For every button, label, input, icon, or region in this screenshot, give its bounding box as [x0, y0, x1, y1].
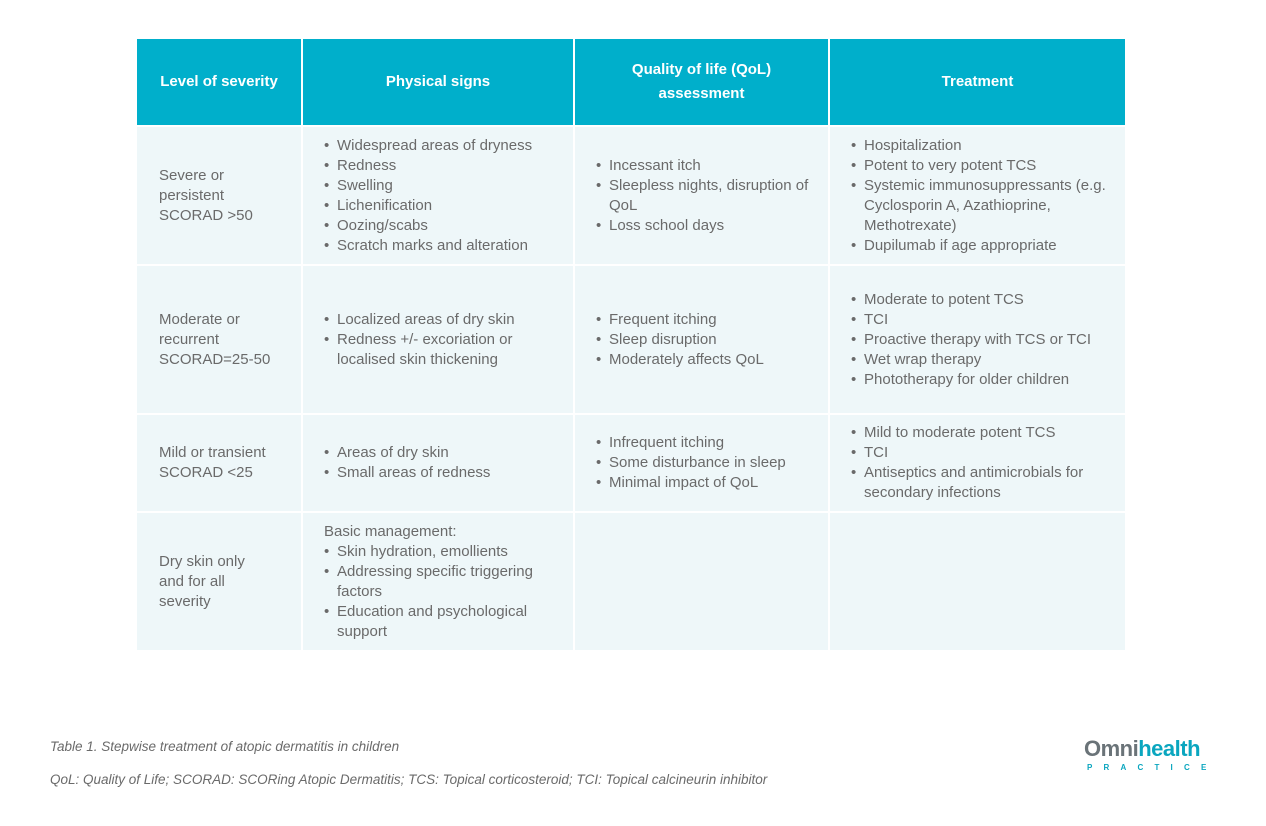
header-qol: Quality of life (QoL) assessment: [575, 39, 828, 125]
physical-cell: [303, 266, 573, 413]
logo-omni: Omni: [1084, 736, 1139, 761]
severity-cell: [137, 127, 301, 264]
severity-line: persistent: [159, 186, 225, 204]
severity-line: Severe or: [159, 166, 225, 184]
table-row: [137, 415, 1125, 511]
list-item: • Small areas of redness: [324, 463, 555, 483]
list-item: • Mild to moderate potent TCS: [851, 423, 1115, 443]
qol-cell: [575, 513, 828, 650]
list-item: • TCI: [851, 310, 1115, 330]
list-item: • Oozing/scabs: [324, 216, 555, 236]
treatment-cell: [830, 513, 1125, 650]
header-treatment: Treatment: [830, 39, 1125, 125]
list-item: • Moderate to potent TCS: [851, 290, 1115, 310]
severity-cell: [137, 513, 301, 650]
table-row: [137, 266, 1125, 413]
list-item: • Antiseptics and antimicrobials for secondary infections: [851, 463, 1115, 503]
severity-cell: [137, 266, 301, 413]
severity-line: SCORAD >50: [159, 206, 253, 224]
list-item: • Widespread areas of dryness: [324, 136, 555, 156]
physical-cell: [303, 415, 573, 511]
severity-line: Mild or transient: [159, 444, 266, 461]
list-item: • Addressing specific triggering factors: [324, 562, 555, 602]
qol-cell: [575, 127, 828, 264]
physical-cell: [303, 127, 573, 264]
severity-line: Dry skin only: [159, 552, 245, 570]
logo-practice: PRACTICE: [1087, 763, 1218, 772]
list-item: • Loss school days: [596, 216, 818, 236]
list-item: • Wet wrap therapy: [851, 350, 1115, 370]
list-item: • Sleepless nights, disruption of QoL: [596, 176, 818, 216]
list-item: • Minimal impact of QoL: [596, 473, 818, 493]
table-row: [137, 513, 1125, 650]
list-item: • Scratch marks and alteration: [324, 236, 555, 256]
list-item: • Areas of dry skin: [324, 443, 555, 463]
severity-line: Moderate or: [159, 310, 240, 328]
physical-intro: Basic management:: [324, 522, 457, 540]
list-item: • Some disturbance in sleep: [596, 453, 818, 473]
list-item: • Incessant itch: [596, 156, 818, 176]
severity-line: and for all: [159, 572, 225, 590]
table-row: [137, 127, 1125, 264]
list-item: • Redness +/- excoriation or localised skin thickening: [324, 330, 555, 370]
severity-line: SCORAD=25-50: [159, 350, 271, 368]
physical-cell: [303, 513, 573, 650]
list-item: • Swelling: [324, 176, 555, 196]
list-item: • Hospitalization: [851, 136, 1115, 156]
severity-line: severity: [159, 592, 211, 610]
treatment-cell: [830, 266, 1125, 413]
list-item: • Redness: [324, 156, 555, 176]
list-item: • TCI: [851, 443, 1115, 463]
list-item: • Education and psychological support: [324, 602, 555, 642]
list-item: • Dupilumab if age appropriate: [851, 236, 1115, 256]
header-severity: Level of severity: [137, 39, 301, 125]
footnote: QoL: Quality of Life; SCORAD: SCORing Atopic Dermatitis; TCS: Topical corticosteroid; TCI: Topical calcineurin inhibitor: [50, 772, 768, 787]
treatment-cell: [830, 415, 1125, 511]
list-item: • Moderately affects QoL: [596, 350, 818, 370]
list-item: • Infrequent itching: [596, 433, 818, 453]
header-physical-signs: Physical signs: [303, 39, 573, 125]
list-item: • Systemic immunosuppressants (e.g. Cyclosporin A, Azathioprine, Methotrexate): [851, 176, 1115, 236]
list-item: • Lichenification: [324, 196, 555, 216]
logo-health: health: [1138, 736, 1201, 761]
qol-cell: [575, 415, 828, 511]
severity-line: SCORAD <25: [159, 464, 253, 481]
qol-cell: [575, 266, 828, 413]
treatment-table: [135, 37, 1127, 652]
list-item: • Proactive therapy with TCS or TCI: [851, 330, 1115, 350]
list-item: • Skin hydration, emollients: [324, 542, 555, 562]
table-caption: Table 1. Stepwise treatment of atopic dermatitis in children: [50, 739, 400, 754]
omnihealth-logo: [1084, 738, 1216, 772]
list-item: • Frequent itching: [596, 310, 818, 330]
list-item: • Sleep disruption: [596, 330, 818, 350]
severity-cell: [137, 415, 301, 511]
table-header-row: [137, 39, 1125, 125]
list-item: • Potent to very potent TCS: [851, 156, 1115, 176]
treatment-cell: [830, 127, 1125, 264]
list-item: • Localized areas of dry skin: [324, 310, 555, 330]
list-item: • Phototherapy for older children: [851, 370, 1115, 390]
severity-line: recurrent: [159, 330, 220, 348]
